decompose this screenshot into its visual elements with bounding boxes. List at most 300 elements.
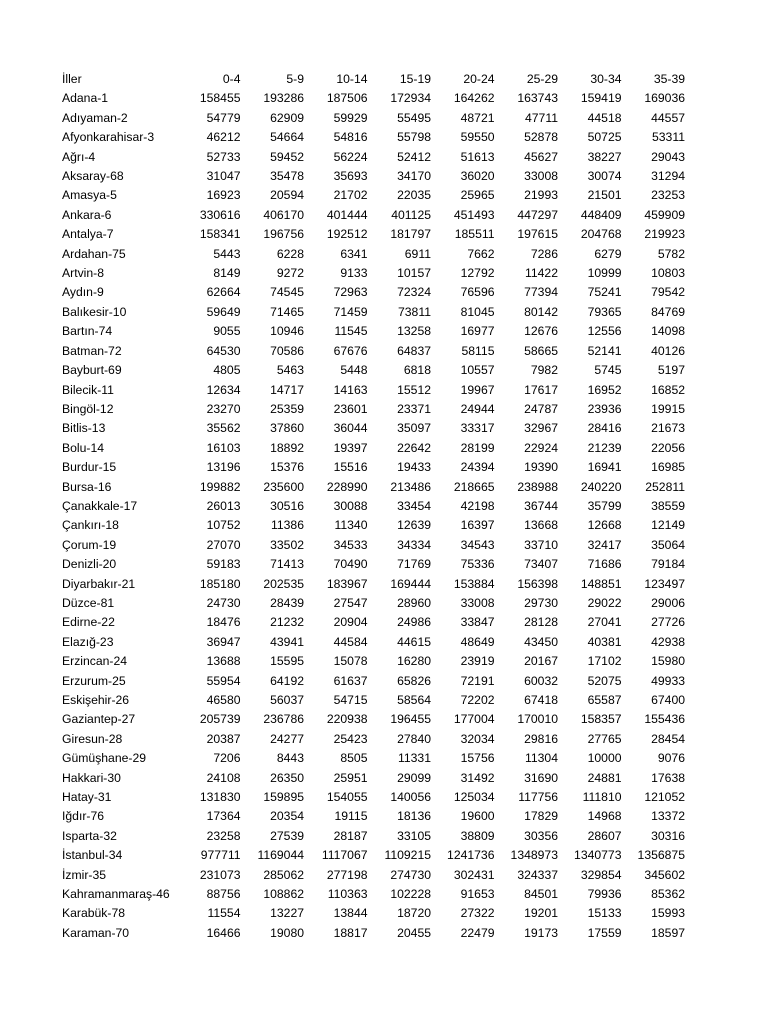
- population-cell: 204768: [580, 227, 622, 242]
- population-cell: 19600: [460, 809, 495, 824]
- population-cell: 5448: [340, 363, 368, 378]
- population-cell: 15516: [333, 460, 368, 475]
- population-cell: 77394: [524, 285, 558, 300]
- population-cell: 64192: [270, 673, 304, 688]
- population-cell: 33317: [460, 421, 495, 436]
- population-cell: 18136: [397, 809, 431, 824]
- population-cell: 6279: [594, 246, 622, 261]
- population-cell: 110363: [327, 887, 368, 902]
- population-cell: 44518: [587, 110, 622, 125]
- population-cell: 36044: [333, 421, 368, 436]
- population-cell: 19390: [524, 460, 558, 475]
- table-row: [62, 613, 685, 632]
- population-cell: 28416: [587, 421, 622, 436]
- population-cell: 24277: [270, 731, 304, 746]
- population-cell: 158455: [199, 91, 241, 106]
- province-cell: Bingöl-12: [62, 401, 114, 416]
- population-cell: 11422: [525, 266, 558, 281]
- population-cell: 19173: [524, 925, 558, 940]
- population-cell: 185511: [454, 227, 495, 242]
- population-cell: 18817: [333, 925, 368, 940]
- population-cell: 74545: [270, 285, 304, 300]
- province-cell: Bayburt-69: [62, 363, 122, 378]
- population-cell: 29022: [587, 595, 622, 610]
- province-cell: Adana-1: [62, 91, 109, 106]
- population-cell: 22924: [524, 440, 558, 455]
- population-cell: 16923: [206, 188, 241, 203]
- population-cell: 44615: [397, 634, 431, 649]
- population-cell: 111810: [582, 790, 622, 805]
- population-cell: 9133: [340, 266, 368, 281]
- header-cell-age-15-19: 15-19: [399, 72, 431, 86]
- population-cell: 79542: [651, 285, 685, 300]
- population-cell: 448409: [580, 207, 622, 222]
- population-cell: 29006: [651, 595, 685, 610]
- population-cell: 123497: [644, 576, 685, 591]
- population-cell: 169036: [644, 91, 685, 106]
- population-cell: 11331: [398, 751, 431, 766]
- table-row: [62, 245, 685, 264]
- population-cell: 84769: [651, 304, 685, 319]
- population-cell: 76596: [460, 285, 495, 300]
- population-cell: 58564: [397, 693, 431, 707]
- population-cell: 131830: [199, 790, 241, 805]
- population-cell: 27765: [587, 731, 622, 746]
- population-cell: 10752: [206, 518, 241, 533]
- population-cell: 11340: [334, 518, 368, 533]
- table-row: [62, 283, 685, 302]
- population-cell: 12668: [587, 518, 622, 533]
- population-cell: 26013: [206, 498, 241, 513]
- population-cell: 51613: [460, 149, 495, 164]
- population-cell: 70490: [333, 557, 368, 572]
- population-cell: 15980: [651, 654, 685, 669]
- population-cell: 59929: [333, 110, 368, 125]
- population-cell: 18892: [270, 440, 304, 455]
- population-cell: 28439: [270, 595, 304, 610]
- population-cell: 219923: [644, 227, 685, 242]
- province-cell: Balıkesir-10: [62, 304, 127, 319]
- population-cell: 29099: [397, 770, 431, 785]
- population-cell: 252811: [645, 479, 685, 494]
- population-cell: 6818: [403, 363, 431, 378]
- population-cell: 121052: [644, 790, 685, 805]
- population-cell: 42938: [651, 634, 685, 649]
- population-cell: 10157: [397, 266, 431, 281]
- population-cell: 406170: [263, 207, 304, 222]
- population-cell: 23371: [397, 401, 431, 416]
- population-cell: 80142: [524, 304, 558, 319]
- population-cell: 27547: [333, 595, 368, 610]
- population-cell: 13227: [270, 906, 304, 921]
- population-cell: 7662: [467, 246, 495, 261]
- population-cell: 21673: [651, 421, 685, 436]
- population-cell: 28454: [651, 731, 685, 746]
- population-cell: 213486: [390, 479, 431, 494]
- population-cell: 159419: [580, 91, 622, 106]
- table-row: [62, 109, 685, 128]
- population-cell: 55954: [206, 673, 241, 688]
- table-row: [62, 652, 685, 671]
- population-cell: 24881: [587, 770, 622, 785]
- province-cell: Erzincan-24: [62, 654, 128, 669]
- population-cell: 25965: [460, 188, 495, 203]
- population-cell: 25423: [333, 731, 368, 746]
- header-row: [62, 70, 685, 89]
- population-cell: 79365: [587, 304, 622, 319]
- population-cell: 5463: [276, 363, 304, 378]
- population-cell: 17559: [587, 925, 622, 940]
- population-cell: 170010: [517, 712, 558, 727]
- population-cell: 52412: [397, 149, 431, 164]
- province-cell: Afyonkarahisar-3: [62, 130, 155, 145]
- population-cell: 10557: [460, 363, 495, 378]
- population-cell: 33008: [524, 169, 558, 184]
- population-cell: 54816: [333, 130, 368, 145]
- population-cell: 192512: [326, 227, 368, 242]
- population-cell: 28960: [397, 595, 431, 610]
- table-row: [62, 536, 685, 555]
- population-cell: 19201: [524, 906, 558, 921]
- province-cell: Bursa-16: [62, 479, 112, 494]
- province-cell: Adıyaman-2: [62, 110, 128, 125]
- population-cell: 48721: [460, 110, 495, 125]
- population-cell: 21232: [270, 615, 304, 630]
- population-cell: 17364: [206, 809, 241, 824]
- population-cell: 49933: [651, 673, 685, 688]
- table-row: [62, 866, 685, 885]
- province-cell: Aydın-9: [62, 285, 104, 300]
- population-cell: 158357: [580, 712, 622, 727]
- population-cell: 16397: [460, 518, 495, 533]
- population-cell: 34170: [397, 169, 431, 184]
- population-cell: 20354: [270, 809, 304, 824]
- population-cell: 330616: [199, 207, 241, 222]
- population-cell: 20455: [397, 925, 431, 940]
- population-cell: 75336: [460, 557, 495, 572]
- population-cell: 28607: [587, 828, 622, 843]
- population-cell: 169444: [390, 576, 431, 591]
- province-cell: Diyarbakır-21: [62, 576, 136, 591]
- table-row: [62, 749, 685, 768]
- population-cell: 4805: [213, 363, 241, 378]
- population-cell: 58115: [461, 343, 495, 358]
- population-cell: 19915: [651, 401, 685, 416]
- population-cell: 302431: [453, 867, 495, 882]
- population-cell: 12634: [206, 382, 241, 397]
- population-cell: 7286: [530, 246, 558, 261]
- population-cell: 45627: [524, 149, 558, 164]
- population-cell: 71465: [270, 304, 304, 319]
- population-cell: 46212: [206, 130, 241, 145]
- population-cell: 22642: [397, 440, 431, 455]
- population-cell: 56224: [333, 149, 368, 164]
- population-cell: 18720: [397, 906, 431, 921]
- province-cell: Eskişehir-26: [62, 693, 130, 707]
- population-cell: 34334: [397, 537, 431, 552]
- population-cell: 21501: [587, 188, 622, 203]
- population-cell: 47711: [525, 110, 558, 125]
- table-row: [62, 516, 685, 535]
- table-row: [62, 167, 685, 186]
- population-cell: 59550: [460, 130, 495, 145]
- population-cell: 35097: [397, 421, 431, 436]
- table-row: [62, 400, 685, 419]
- population-cell: 40126: [651, 343, 685, 358]
- population-cell: 23936: [587, 401, 622, 416]
- population-cell: 5443: [213, 246, 241, 261]
- population-cell: 28128: [524, 615, 558, 630]
- header-cell-age-30-34: 30-34: [590, 72, 622, 86]
- table-row: [62, 148, 685, 167]
- population-cell: 15512: [397, 382, 431, 397]
- population-cell: 71413: [270, 557, 304, 572]
- header-cell-age-35-39: 35-39: [653, 72, 685, 86]
- population-cell: 13372: [651, 809, 685, 824]
- population-cell: 22056: [651, 440, 685, 455]
- population-cell: 54664: [270, 130, 304, 145]
- population-cell: 17617: [524, 382, 558, 397]
- province-cell: Karabük-78: [62, 906, 126, 921]
- population-cell: 38809: [460, 828, 495, 843]
- population-cell: 28187: [333, 828, 368, 843]
- population-cell: 84501: [524, 887, 558, 902]
- table-row: [62, 458, 685, 477]
- population-cell: 15133: [587, 906, 622, 921]
- population-cell: 187506: [326, 91, 368, 106]
- population-cell: 48649: [460, 634, 495, 649]
- population-cell: 447297: [517, 207, 558, 222]
- population-cell: 26350: [270, 770, 304, 785]
- population-cell: 79936: [587, 887, 622, 902]
- population-cell: 163743: [517, 91, 558, 106]
- population-cell: 30088: [333, 498, 368, 513]
- province-cell: Bolu-14: [62, 440, 105, 455]
- population-cell: 5745: [594, 363, 622, 378]
- population-cell: 22479: [460, 925, 495, 940]
- province-cell: Çankırı-18: [62, 518, 119, 533]
- population-cell: 10999: [587, 266, 622, 281]
- population-cell: 15376: [270, 460, 304, 475]
- province-cell: Artvin-8: [62, 266, 104, 281]
- population-cell: 60032: [524, 673, 558, 688]
- population-cell: 19080: [270, 925, 304, 940]
- table-row: [62, 633, 685, 652]
- population-cell: 32417: [587, 537, 622, 552]
- population-cell: 14968: [587, 809, 622, 824]
- population-cell: 91653: [460, 887, 495, 902]
- population-cell: 23253: [651, 188, 685, 203]
- population-cell: 79184: [651, 557, 685, 572]
- population-cell: 56037: [270, 693, 304, 707]
- table-row: [62, 924, 685, 943]
- population-cell: 25359: [270, 401, 304, 416]
- population-cell: 23270: [206, 401, 241, 416]
- population-cell: 20904: [333, 615, 368, 630]
- table-row: [62, 206, 685, 225]
- population-cell: 21239: [587, 440, 622, 455]
- population-cell: 27322: [460, 906, 495, 921]
- population-cell: 10000: [587, 751, 622, 766]
- population-cell: 154055: [326, 790, 368, 805]
- province-cell: Ağrı-4: [62, 149, 96, 164]
- population-cell: 977711: [200, 848, 241, 863]
- population-cell: 85362: [651, 887, 685, 902]
- table-row: [62, 555, 685, 574]
- population-cell: 193286: [263, 91, 304, 106]
- population-cell: 61637: [333, 673, 368, 688]
- table-row: [62, 904, 685, 923]
- population-cell: 1340773: [574, 848, 622, 863]
- population-cell: 16941: [587, 460, 622, 475]
- population-cell: 59183: [206, 557, 241, 572]
- province-cell: Ardahan-75: [62, 246, 126, 261]
- population-cell: 277198: [326, 867, 368, 882]
- population-cell: 15595: [270, 654, 304, 669]
- population-cell: 108862: [263, 887, 304, 902]
- population-cell: 196756: [263, 227, 304, 242]
- population-cell: 11545: [334, 324, 368, 339]
- population-cell: 13258: [397, 324, 431, 339]
- population-cell: 459909: [644, 207, 685, 222]
- population-cell: 238988: [517, 479, 558, 494]
- population-cell: 324337: [517, 867, 558, 882]
- population-cell: 1109215: [384, 848, 431, 863]
- population-cell: 6911: [404, 246, 431, 261]
- population-cell: 52878: [524, 130, 558, 145]
- table-row: [62, 594, 685, 613]
- population-cell: 27070: [206, 537, 241, 552]
- table-body: [62, 89, 685, 943]
- table-row: [62, 89, 685, 108]
- population-cell: 64530: [206, 343, 241, 358]
- population-cell: 19433: [397, 460, 431, 475]
- population-cell: 33105: [397, 828, 431, 843]
- population-cell: 36744: [524, 498, 558, 513]
- population-cell: 35799: [587, 498, 622, 513]
- population-cell: 50725: [587, 130, 622, 145]
- header-cell-age-5-9: 5-9: [286, 72, 304, 86]
- province-cell: Aksaray-68: [62, 169, 124, 184]
- population-cell: 33454: [397, 498, 431, 513]
- population-cell: 55495: [397, 110, 431, 125]
- table-row: [62, 419, 685, 438]
- province-cell: Denizli-20: [62, 557, 117, 572]
- table-row: [62, 264, 685, 283]
- population-cell: 13196: [206, 460, 241, 475]
- population-cell: 11304: [525, 751, 558, 766]
- population-cell: 29816: [524, 731, 558, 746]
- population-cell: 30516: [270, 498, 304, 513]
- population-cell: 53311: [652, 130, 685, 145]
- table-row: [62, 827, 685, 846]
- population-cell: 33710: [524, 537, 558, 552]
- population-cell: 37860: [270, 421, 304, 436]
- table-row: [62, 225, 685, 244]
- population-cell: 43450: [524, 634, 558, 649]
- province-cell: Bartın-74: [62, 324, 113, 339]
- province-cell: Ankara-6: [62, 207, 112, 222]
- population-cell: 15993: [651, 906, 685, 921]
- population-cell: 62664: [206, 285, 241, 300]
- population-cell: 23919: [460, 654, 495, 669]
- province-cell: Antalya-7: [62, 227, 114, 242]
- population-cell: 8505: [340, 751, 368, 766]
- population-cell: 27539: [270, 828, 304, 843]
- population-cell: 228990: [326, 479, 368, 494]
- population-cell: 12639: [397, 518, 431, 533]
- population-cell: 71769: [397, 557, 431, 572]
- population-cell: 12676: [524, 324, 558, 339]
- table-row: [62, 361, 685, 380]
- population-cell: 13688: [206, 654, 241, 669]
- population-cell: 181797: [390, 227, 431, 242]
- population-cell: 67676: [333, 343, 368, 358]
- population-cell: 18476: [206, 615, 241, 630]
- province-cell: Edirne-22: [62, 615, 115, 630]
- province-cell: Gümüşhane-29: [62, 751, 147, 766]
- population-cell: 23601: [333, 401, 368, 416]
- population-cell: 196455: [390, 712, 431, 727]
- population-cell: 31492: [460, 770, 495, 785]
- population-cell: 14098: [651, 324, 685, 339]
- table-row: [62, 186, 685, 205]
- population-cell: 6228: [276, 246, 304, 261]
- table-row: [62, 846, 685, 865]
- population-cell: 1241736: [447, 848, 495, 863]
- province-cell: Düzce-81: [62, 595, 115, 610]
- population-cell: 1169044: [257, 848, 304, 863]
- population-cell: 32034: [460, 731, 495, 746]
- population-cell: 70586: [270, 343, 304, 358]
- population-cell: 65826: [397, 673, 431, 688]
- population-cell: 345602: [644, 867, 685, 882]
- population-cell: 52075: [587, 673, 622, 688]
- population-cell: 401444: [326, 207, 368, 222]
- table-row: [62, 303, 685, 322]
- population-cell: 72191: [460, 673, 495, 688]
- population-cell: 205739: [199, 712, 241, 727]
- table-row: [62, 439, 685, 458]
- table-row: [62, 672, 685, 691]
- population-cell: 34543: [460, 537, 495, 552]
- population-cell: 35562: [206, 421, 241, 436]
- population-cell: 44584: [333, 634, 368, 649]
- province-cell: Çanakkale-17: [62, 498, 138, 513]
- population-cell: 274730: [390, 867, 431, 882]
- population-cell: 24787: [524, 401, 558, 416]
- population-cell: 71686: [587, 557, 622, 572]
- population-cell: 17102: [587, 654, 622, 669]
- population-cell: 401125: [391, 207, 431, 222]
- population-cell: 1356875: [637, 848, 685, 863]
- population-table: [62, 70, 685, 943]
- province-cell: Hatay-31: [62, 790, 112, 805]
- population-cell: 23258: [206, 828, 241, 843]
- table-row: [62, 575, 685, 594]
- population-cell: 17829: [524, 809, 558, 824]
- province-cell: Erzurum-25: [62, 673, 126, 688]
- population-cell: 140056: [390, 790, 431, 805]
- population-cell: 20167: [524, 654, 558, 669]
- header-cell-age-25-29: 25-29: [526, 72, 558, 86]
- table-row: [62, 710, 685, 729]
- population-cell: 17638: [651, 770, 685, 785]
- population-cell: 33847: [460, 615, 495, 630]
- population-cell: 1348973: [510, 848, 558, 863]
- population-cell: 18597: [651, 925, 685, 940]
- population-cell: 59452: [270, 149, 304, 164]
